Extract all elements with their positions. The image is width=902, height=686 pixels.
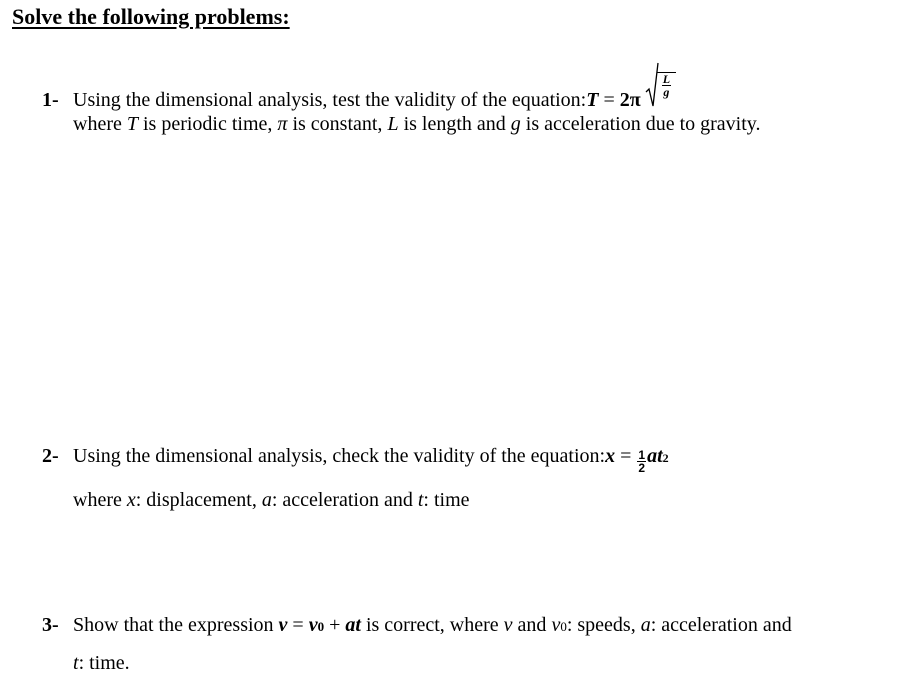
variable-T: T	[126, 113, 138, 135]
problem-1-definitions	[73, 113, 761, 136]
problem-3-continuation	[73, 652, 130, 675]
equation-rhs: at	[647, 445, 663, 467]
problem-number: 2-	[42, 445, 59, 467]
variable-v: v	[503, 614, 513, 636]
variable-v0: v	[551, 614, 561, 636]
page-title: Solve the following problems:	[12, 4, 290, 29]
equation-lhs: v	[278, 614, 288, 636]
problem-3	[42, 614, 792, 637]
definition-text: where	[73, 489, 127, 511]
problem-2-definitions	[73, 489, 470, 512]
variable-a: a	[640, 614, 651, 636]
variable-a: a	[261, 489, 272, 511]
fraction-denominator: g	[663, 85, 670, 99]
problem-text: and	[512, 614, 552, 636]
equals-sign: =	[615, 445, 637, 467]
sqrt-expression	[645, 62, 676, 108]
variable-pi: π	[277, 113, 288, 135]
equation-coefficient: 2π	[619, 89, 641, 111]
fraction-numerator: L	[662, 72, 671, 86]
variable-v0-subscript: 0	[560, 619, 567, 634]
fraction-numerator: 1	[638, 448, 646, 462]
equation-at: at	[345, 614, 361, 636]
equation-v0-subscript: 0	[317, 619, 325, 634]
fraction-denominator: 2	[638, 461, 646, 475]
variable-t: t	[417, 489, 424, 511]
equals-sign: =	[287, 614, 309, 636]
variable-x: x	[126, 489, 136, 511]
problem-number: 3-	[42, 614, 59, 636]
definition-text: is periodic time,	[137, 113, 278, 135]
problem-text: Show that the expression	[73, 614, 279, 636]
problem-number: 1-	[42, 89, 59, 111]
definition-text: is constant,	[287, 113, 388, 135]
equation-lhs: x	[605, 445, 616, 467]
sqrt-fraction	[662, 73, 671, 98]
variable-t: t	[73, 652, 79, 674]
problem-text: Using the dimensional analysis, check the validity of the equation:	[73, 445, 606, 467]
definition-text: is length and	[398, 113, 511, 135]
definition-text: where	[73, 113, 127, 135]
problem-text: : acceleration and	[650, 614, 792, 636]
equation-exponent: 2	[662, 451, 669, 465]
half-fraction	[637, 449, 646, 474]
problem-text: : speeds,	[566, 614, 641, 636]
plus-sign: +	[324, 614, 346, 636]
equation-lhs: T	[586, 89, 599, 111]
problem-text: is correct, where	[360, 614, 504, 636]
equals-sign: =	[598, 89, 620, 111]
definition-text: : time	[423, 489, 470, 511]
variable-g: g	[510, 113, 521, 135]
definition-text: : displacement,	[135, 489, 262, 511]
definition-text: : time.	[78, 652, 130, 674]
problem-2	[42, 445, 669, 477]
definition-text: is acceleration due to gravity.	[520, 113, 761, 135]
definition-text: : acceleration and	[271, 489, 418, 511]
problem-text: Using the dimensional analysis, test the validity of the equation:	[73, 89, 587, 111]
equation-v0: v	[308, 614, 318, 636]
variable-L: L	[387, 113, 399, 135]
problem-1	[42, 60, 676, 112]
